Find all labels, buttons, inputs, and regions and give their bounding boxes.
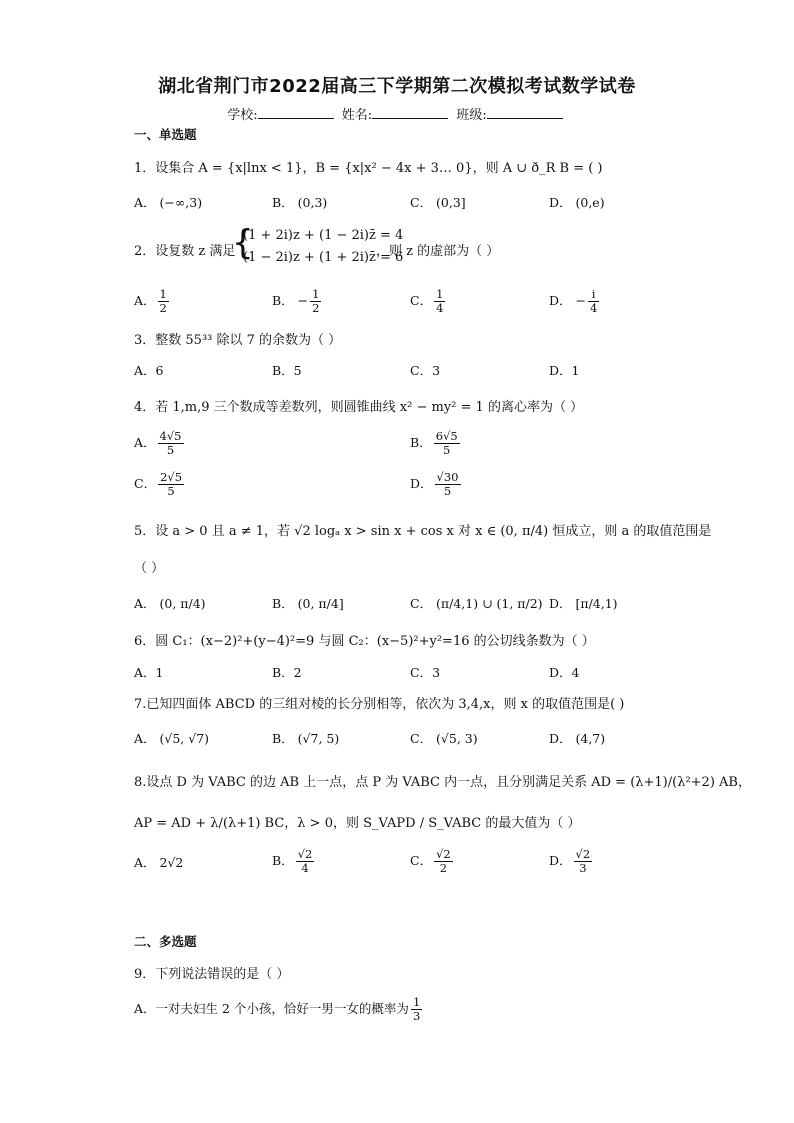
question-2-suffix: ，则 z 的虚部为（ ） (376, 244, 500, 259)
q7-option-b[interactable]: B． (√7, 5) (272, 731, 340, 746)
q8-option-d[interactable]: D． $\frac{√2}{3}$ (549, 847, 591, 876)
question-8-line-1: 8.设点 D 为 VABC 的边 AB 上一点，点 P 为 VABC 内一点，且分别满足关系 AD = (λ+1)/(λ²+2) AB， (134, 775, 751, 790)
q8-option-c[interactable]: C． $\frac{√2}{2}$ (410, 847, 451, 876)
q1-option-a[interactable]: A． (−∞,3) (134, 195, 203, 210)
q2-equation-2: (1 − 2i)z + (1 + 2i)z̄ = 6 (243, 250, 404, 265)
q6-option-d[interactable]: D．4 (549, 665, 580, 680)
q2-option-b[interactable]: B． − $\frac{1}{2}$ (272, 287, 320, 316)
q4-option-c[interactable]: C． $\frac{2√5}{5}$ (134, 470, 183, 499)
question-8-line-2: AP = AD + λ/(λ+1) BC，λ > 0，则 S_VAPD / S_VABC 的最大值为（ ） (134, 816, 581, 831)
class-blank[interactable] (487, 106, 563, 119)
question-9: 9．下列说法错误的是（ ） (134, 967, 290, 982)
q6-option-a[interactable]: A．1 (134, 665, 164, 680)
q4-option-d[interactable]: D． $\frac{√30}{5}$ (410, 470, 459, 499)
q3-option-b[interactable]: B．5 (272, 363, 302, 378)
q8-option-a[interactable]: A． 2√2 (134, 855, 184, 870)
student-info (0, 104, 794, 123)
q5-option-a[interactable]: A． (0, π/4) (134, 596, 206, 611)
q7-option-c[interactable]: C． (√5, 3) (410, 731, 478, 746)
q2-equation-1: (1 + 2i)z + (1 − 2i)z̄ = 4 (243, 228, 404, 243)
q2-option-a[interactable]: A． $\frac{1}{2}$ (134, 287, 167, 316)
question-5: 5．设 a > 0 且 a ≠ 1，若 √2 logₐ x > sin x + cos x 对 x ∈ (0, π/4) 恒成立，则 a 的取值范围是 (134, 524, 712, 539)
section-single-choice: 一、单选题 (134, 127, 197, 142)
q1-option-c[interactable]: C． (0,3] (410, 195, 466, 210)
q5-option-b[interactable]: B． (0, π/4] (272, 596, 344, 611)
q7-option-d[interactable]: D． (4,7) (549, 731, 606, 746)
q1-option-b[interactable]: B． (0,3) (272, 195, 328, 210)
q6-option-c[interactable]: C．3 (410, 665, 441, 680)
q2-option-c[interactable]: C． $\frac{1}{4}$ (410, 287, 444, 316)
q3-option-c[interactable]: C．3 (410, 363, 441, 378)
class-label: 班级: (456, 108, 487, 123)
school-label: 学校: (227, 108, 258, 123)
q4-option-b[interactable]: B． $\frac{6√5}{5}$ (410, 429, 458, 458)
section-multiple-choice: 二、多选题 (134, 934, 197, 949)
q3-option-d[interactable]: D．1 (549, 363, 580, 378)
q4-option-a[interactable]: A． $\frac{4√5}{5}$ (134, 429, 182, 458)
q5-option-d[interactable]: D． [π/4,1) (549, 596, 618, 611)
q7-option-a[interactable]: A． (√5, √7) (134, 731, 210, 746)
name-label: 姓名: (341, 108, 373, 123)
question-7: 7.已知四面体 ABCD 的三组对棱的长分别相等，依次为 3,4,x，则 x 的取值范围是( ) (134, 697, 625, 712)
q6-option-b[interactable]: B．2 (272, 665, 302, 680)
question-4: 4．若 1,m,9 三个数成等差数列，则圆锥曲线 x² − my² = 1 的离心率为（ ） (134, 400, 584, 415)
question-6: 6．圆 C₁：(x−2)²+(y−4)²=9 与圆 C₂：(x−5)²+y²=16 的公切线条数为（ ） (134, 634, 595, 649)
system-brace: { (232, 223, 254, 263)
q8-option-b[interactable]: B． $\frac{√2}{4}$ (272, 847, 313, 876)
q9-option-a[interactable]: A．一对夫妇生 2 个小孩，恰好一男一女的概率为 $\frac{1}{3}$ (134, 995, 421, 1024)
page-title: 湖北省荆门市2022届高三下学期第二次模拟考试数学试卷 (158, 76, 636, 97)
question-3: 3．整数 55³³ 除以 7 的余数为（ ） (134, 333, 342, 348)
q1-option-d[interactable]: D． (0,e) (549, 195, 605, 210)
question-2-prefix: 2．设复数 z 满足 (134, 244, 236, 259)
q2-option-d[interactable]: D． − $\frac{i}{4}$ (549, 287, 598, 316)
name-blank[interactable] (372, 106, 448, 119)
q5-option-c[interactable]: C． (π/4,1) ∪ (1, π/2) (410, 596, 543, 611)
question-5-paren: （ ） (134, 561, 165, 576)
q3-option-a[interactable]: A．6 (134, 363, 164, 378)
question-1: 1．设集合 A = {x|lnx < 1}，B = {x|x² − 4x + 3… 0}，则 A ∪ ð_R B = ( ) (134, 161, 603, 176)
school-blank[interactable] (258, 106, 334, 119)
